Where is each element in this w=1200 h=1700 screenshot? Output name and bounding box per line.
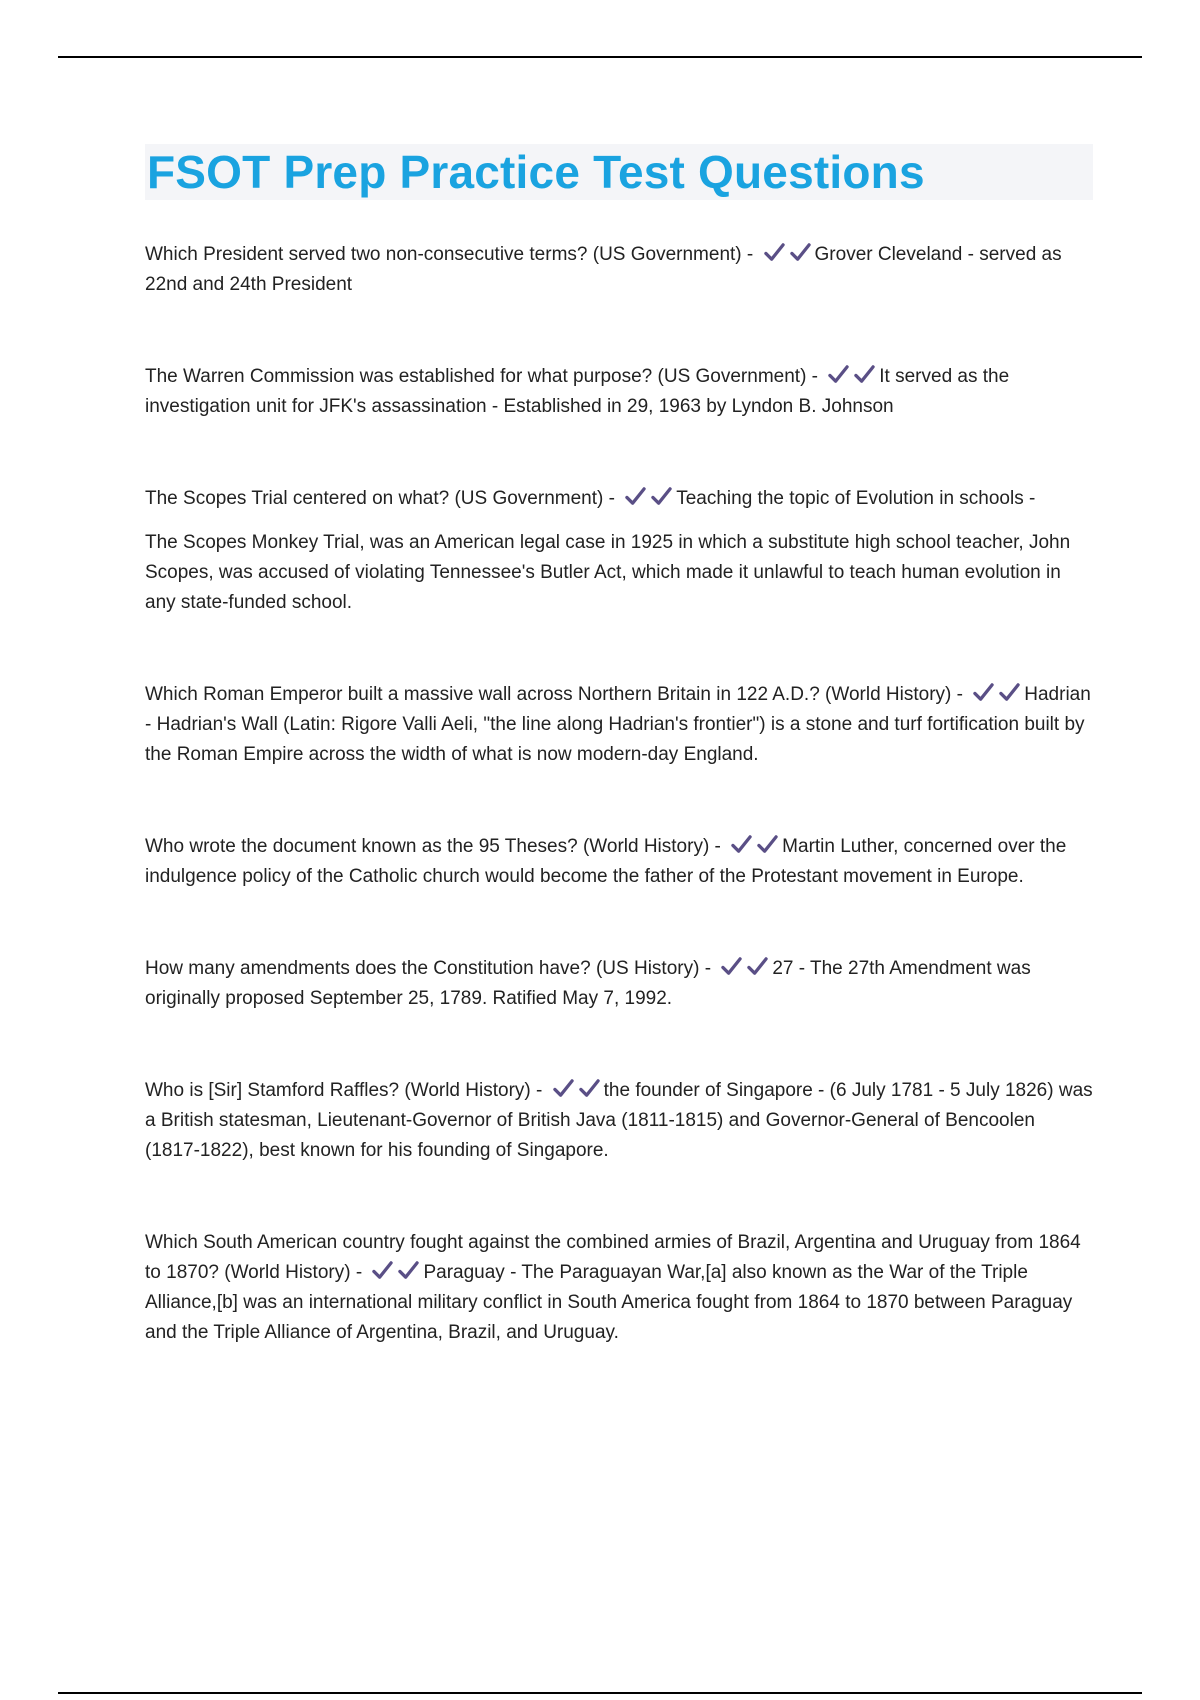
answer-marker [624, 486, 673, 507]
check-icon [371, 1260, 394, 1281]
question-item [145, 1228, 1093, 1348]
question-answer-text [145, 680, 1093, 770]
answer-marker [371, 1260, 420, 1281]
question-text: Who is [Sir] Stamford Raffles? (World History) - [145, 1080, 543, 1101]
question-item [145, 1076, 1093, 1166]
answer-text: Teaching the topic of Evolution in schools - [676, 488, 1036, 509]
question-item [145, 484, 1093, 618]
answer-text: It served as the investigation unit for JFK's assassination - Established in 29, 1963 by Lyndon B. Johnson [145, 366, 1010, 417]
check-icon [746, 956, 769, 977]
question-text: Which Roman Emperor built a massive wall across Northern Britain in 122 A.D.? (World History) - [145, 684, 963, 705]
check-icon [972, 682, 995, 703]
check-icon [827, 364, 850, 385]
question-list [145, 240, 1093, 1348]
question-text: Which President served two non-consecutive terms? (US Government) - [145, 244, 754, 265]
question-text: Who wrote the document known as the 95 Theses? (World History) - [145, 836, 721, 857]
answer-marker [763, 242, 812, 263]
question-text: The Scopes Trial centered on what? (US Government) - [145, 488, 615, 509]
answer-marker [720, 956, 769, 977]
question-answer-text [145, 362, 1093, 422]
question-answer-text [145, 832, 1093, 892]
answer-marker [730, 834, 779, 855]
check-icon [998, 682, 1021, 703]
check-icon [650, 486, 673, 507]
question-answer-text [145, 240, 1093, 300]
check-icon [624, 486, 647, 507]
answer-marker [972, 682, 1021, 703]
check-icon [552, 1078, 575, 1099]
question-answer-text [145, 484, 1093, 514]
top-rule [58, 56, 1142, 58]
question-answer-text [145, 1076, 1093, 1166]
question-answer-text [145, 1228, 1093, 1348]
question-text: Which South American country fought against the combined armies of Brazil, Argentina and Uruguay from 1864 to 1870? (World History) - [145, 1232, 1081, 1283]
question-answer-text [145, 954, 1093, 1014]
check-icon [397, 1260, 420, 1281]
bottom-rule [58, 1692, 1142, 1694]
question-item [145, 362, 1093, 422]
answer-text: Hadrian - Hadrian's Wall (Latin: Rigore Valli Aeli, "the line along Hadrian's frontier") is a stone and turf fortification built by the Roman Empire across the width of what is now modern-day England. [145, 684, 1091, 765]
question-item [145, 680, 1093, 770]
check-icon [720, 956, 743, 977]
question-item [145, 240, 1093, 300]
check-icon [578, 1078, 601, 1099]
answer-detail-text: The Scopes Monkey Trial, was an American legal case in 1925 in which a substitute high school teacher, John Scopes, was accused of violating Tennessee's Butler Act, which made it unlawful to teach human evolution in any state-funded school. [145, 532, 1071, 613]
answer-text: Paraguay - The Paraguayan War,[a] also known as the War of the Triple Alliance,[b] was an international military conflict in South America fought from 1864 to 1870 between Paraguay and the Triple Alliance of Argentina, Brazil, and Uruguay. [145, 1262, 1073, 1343]
title-bar [145, 144, 1093, 200]
check-icon [730, 834, 753, 855]
answer-marker [552, 1078, 601, 1099]
check-icon [853, 364, 876, 385]
answer-text: the founder of Singapore - (6 July 1781 - 5 July 1826) was a British statesman, Lieutenant-Governor of British Java (1811-1815) and Governor-General of Bencoolen (1817-1822), best known for his founding of Singapore. [145, 1080, 1093, 1161]
answer-text: Martin Luther, concerned over the indulgence policy of the Catholic church would become the father of the Protestant movement in Europe. [145, 836, 1067, 887]
page-title: FSOT Prep Practice Test Questions [147, 146, 925, 198]
question-item [145, 832, 1093, 892]
answer-marker [827, 364, 876, 385]
check-icon [789, 242, 812, 263]
question-item [145, 954, 1093, 1014]
question-text: The Warren Commission was established for what purpose? (US Government) - [145, 366, 818, 387]
answer-text: 27 - The 27th Amendment was originally proposed September 25, 1789. Ratified May 7, 1992. [145, 958, 1031, 1009]
answer-text: Grover Cleveland - served as 22nd and 24th President [145, 244, 1062, 295]
check-icon [756, 834, 779, 855]
question-text: How many amendments does the Constitution have? (US History) - [145, 958, 712, 979]
document-body [145, 144, 1093, 1410]
check-icon [763, 242, 786, 263]
